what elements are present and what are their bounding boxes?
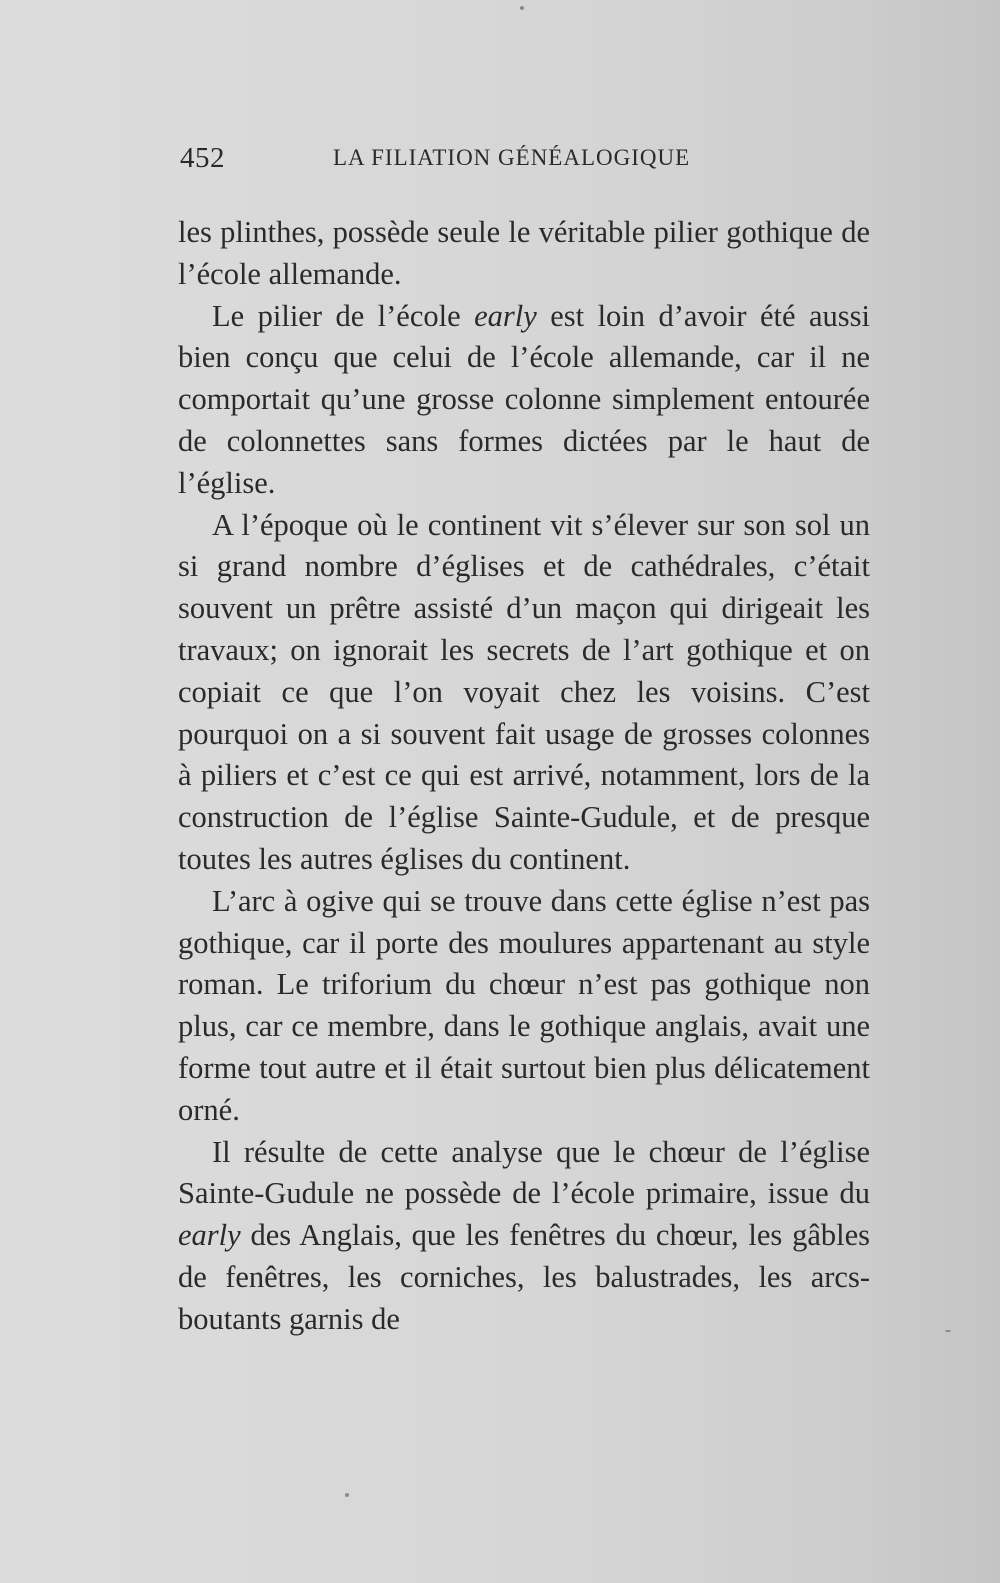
paragraph	[178, 1132, 870, 1341]
body-text	[178, 212, 870, 1341]
paragraph	[178, 212, 870, 296]
paragraph	[178, 296, 870, 505]
page-number: 452	[180, 142, 225, 174]
paper-speck	[945, 1330, 951, 1332]
text-segment: des Anglais, que les fenêtres du chœur, les gâbles de fenêtres, les corniches, les balustrades, les arcs-boutants garnis de	[178, 1218, 870, 1336]
paper-speck	[520, 6, 524, 10]
italic-term: early	[178, 1218, 241, 1253]
text-segment: Le pilier de l’école	[212, 298, 475, 333]
paper-speck	[345, 1493, 349, 1497]
running-title: LA FILIATION GÉNÉALOGIQUE	[333, 145, 691, 170]
text-segment: L’arc à ogive qui se trouve dans cette église n’est pas gothique, car il porte des moulures appartenant au style roman. Le triforium du chœur n’est pas gothique non plus, car ce membre, dans le gothique anglais, avait une forme tout autre et il était surtout bien plus délicatement orné.	[178, 883, 870, 1127]
paragraph	[178, 505, 870, 881]
page-header	[180, 142, 736, 182]
paragraph	[178, 881, 870, 1132]
text-segment: est loin d’avoir été aussi bien conçu que celui de l’école allemande, car il ne comportait qu’une grosse colonne simplement entourée de colonnettes sans formes dictées par le haut de l’église.	[178, 298, 870, 500]
text-segment: Il résulte de cette analyse que le chœur de l’église Sainte-Gudule ne possède de l’école primaire, issue du	[178, 1134, 870, 1211]
italic-term: early	[474, 298, 537, 333]
text-segment: A l’époque où le continent vit s’élever sur son sol un si grand nombre d’églises et de cathédrales, c’était souvent un prêtre assisté d’un maçon qui dirigeait les travaux; on ignorait les secrets de l’art gothique et on copiait ce que l’on voyait chez les voisins. C’est pourquoi on a si souvent fait usage de grosses colonnes à piliers et c’est ce qui est arrivé, notamment, lors de la construction de l’église Sainte-Gudule, et de presque toutes les autres églises du continent.	[178, 507, 870, 876]
text-segment: les plinthes, possède seule le véritable pilier gothique de l’école allemande.	[178, 215, 870, 291]
